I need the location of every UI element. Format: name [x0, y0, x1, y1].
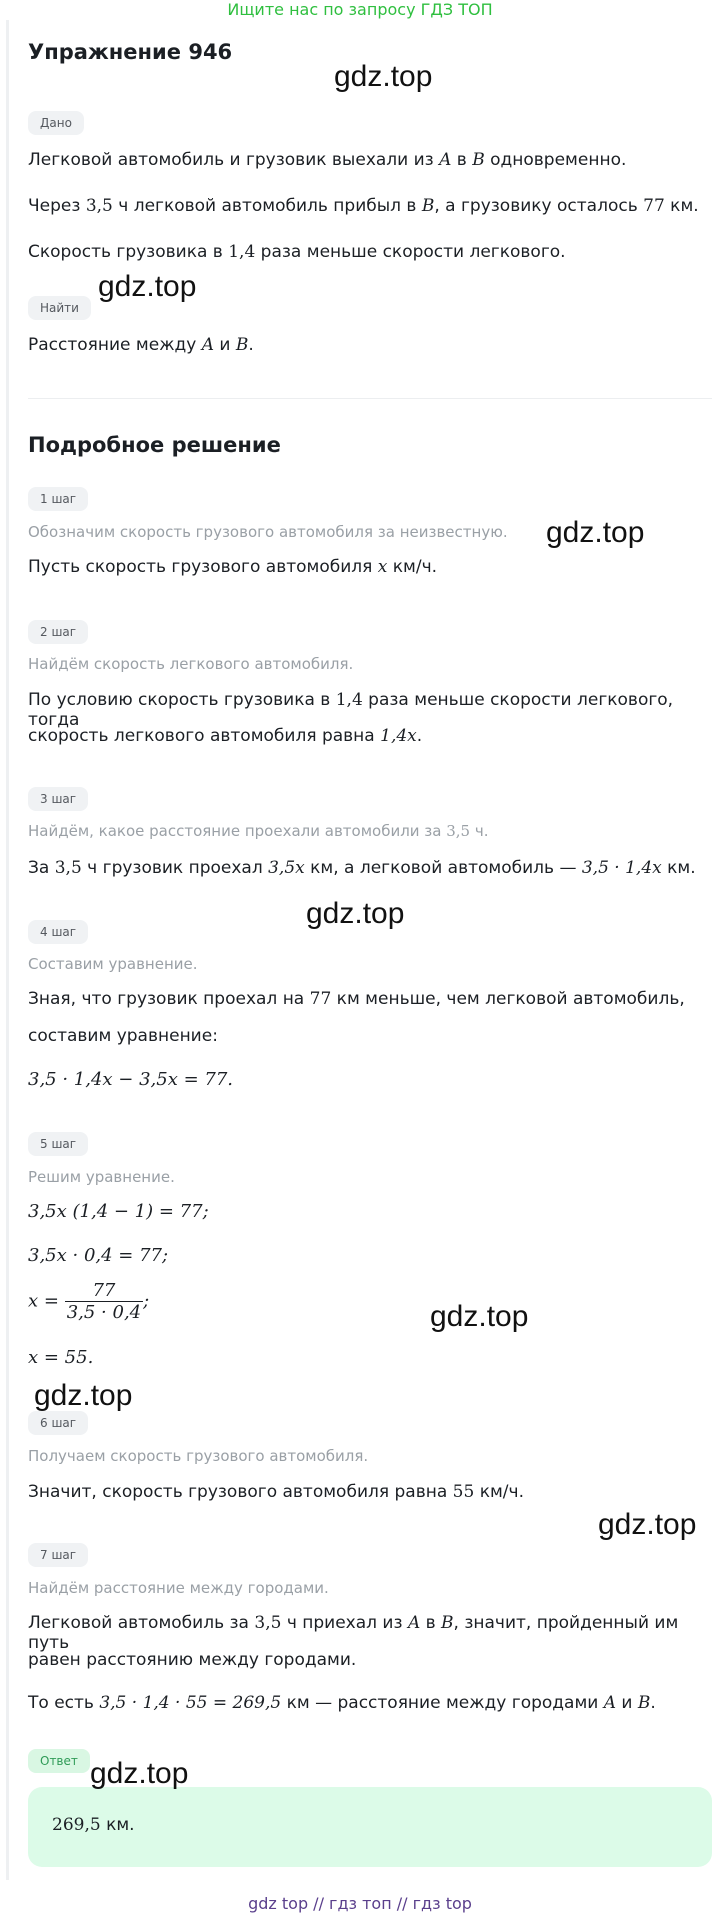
step-5-badge: 5 шаг [28, 1132, 88, 1156]
step-7-line-2: равен расстоянию между городами. [28, 1650, 357, 1670]
footer-link-gdz-top[interactable]: gdz top [248, 1894, 309, 1913]
watermark: gdz.top [98, 270, 197, 303]
step-1-text: Пусть скорость грузового автомобиля x км/ч. [28, 557, 438, 577]
step-4-line-2: составим уравнение: [28, 1026, 218, 1046]
answer-text: 269,5 км. [52, 1815, 135, 1835]
step-2-line-1: По условию скорость грузовика в 1,4 раза меньше скорости легкового, тогда [28, 690, 674, 730]
watermark: gdz.top [306, 897, 405, 930]
divider [28, 398, 712, 399]
step-6-badge: 6 шаг [28, 1411, 88, 1435]
footer-link-gdz-top-ru[interactable]: гдз топ [329, 1894, 392, 1913]
step-5-eq-4: x = 55. [28, 1347, 94, 1368]
answer-badge: Ответ [28, 1749, 90, 1773]
given-line-1: Легковой автомобиль и грузовик выехали из A в B одновременно. [28, 150, 627, 170]
step-1-badge: 1 шаг [28, 487, 88, 511]
step-2-badge: 2 шаг [28, 620, 88, 644]
solution-heading: Подробное решение [28, 433, 281, 457]
step-4-badge: 4 шаг [28, 920, 88, 944]
step-4-hint: Составим уравнение. [28, 955, 198, 973]
watermark: gdz.top [546, 516, 645, 549]
step-4-line-1: Зная, что грузовик проехал на 77 км меньше, чем легковой автомобиль, [28, 989, 685, 1009]
given-badge: Дано [28, 111, 84, 135]
step-7-hint: Найдём расстояние между городами. [28, 1579, 329, 1597]
watermark: gdz.top [90, 1757, 189, 1790]
step-3-badge: 3 шаг [28, 787, 88, 811]
step-2-hint: Найдём скорость легкового автомобиля. [28, 655, 354, 673]
step-3-text: За 3,5 ч грузовик проехал 3,5x км, а легковой автомобиль — 3,5 · 1,4x км. [28, 858, 696, 878]
footer-link-gdz-top-mixed[interactable]: гдз top [412, 1894, 472, 1913]
watermark: gdz.top [34, 1379, 133, 1412]
step-7-line-1: Легковой автомобиль за 3,5 ч приехал из A в B, значит, пройденный им путь [28, 1613, 679, 1653]
step-5-eq-3: x = $\frac{77}{3,5 \cdot 0,4}$ ; [28, 1280, 150, 1323]
footer-separator: // [391, 1894, 413, 1913]
footer-links [0, 1894, 720, 1913]
step-7-line-3: То есть 3,5 · 1,4 · 55 = 269,5 км — расстояние между городами A и B. [28, 1693, 656, 1713]
footer-separator: // [308, 1894, 330, 1913]
step-5-hint: Решим уравнение. [28, 1168, 175, 1186]
given-line-2: Через 3,5 ч легковой автомобиль прибыл в B, а грузовику осталось 77 км. [28, 196, 699, 216]
given-line-3: Скорость грузовика в 1,4 раза меньше скорости легкового. [28, 242, 566, 262]
find-text: Расстояние между A и B. [28, 335, 254, 355]
watermark: gdz.top [598, 1508, 697, 1541]
step-3-hint: Найдём, какое расстояние проехали автомобили за 3,5 ч. [28, 822, 489, 840]
step-2-line-2: скорость легкового автомобиля равна 1,4x. [28, 726, 423, 746]
exercise-title: Упражнение 946 [28, 40, 233, 64]
watermark: gdz.top [334, 60, 433, 93]
step-5-eq-2: 3,5x · 0,4 = 77; [28, 1245, 169, 1266]
step-6-text: Значит, скорость грузового автомобиля равна 55 км/ч. [28, 1482, 524, 1502]
watermark: gdz.top [430, 1300, 529, 1333]
step-5-eq-1: 3,5x (1,4 − 1) = 77; [28, 1201, 209, 1222]
step-6-hint: Получаем скорость грузового автомобиля. [28, 1447, 369, 1465]
top-banner[interactable]: Ищите нас по запросу ГДЗ ТОП [227, 0, 493, 19]
find-badge: Найти [28, 296, 91, 320]
fraction: $\frac{77}{3,5 \cdot 0,4}$ [66, 1280, 142, 1323]
step-4-equation: 3,5 · 1,4x − 3,5x = 77. [28, 1069, 234, 1090]
step-1-hint: Обозначим скорость грузового автомобиля за неизвестную. [28, 523, 508, 541]
step-7-badge: 7 шаг [28, 1543, 88, 1567]
